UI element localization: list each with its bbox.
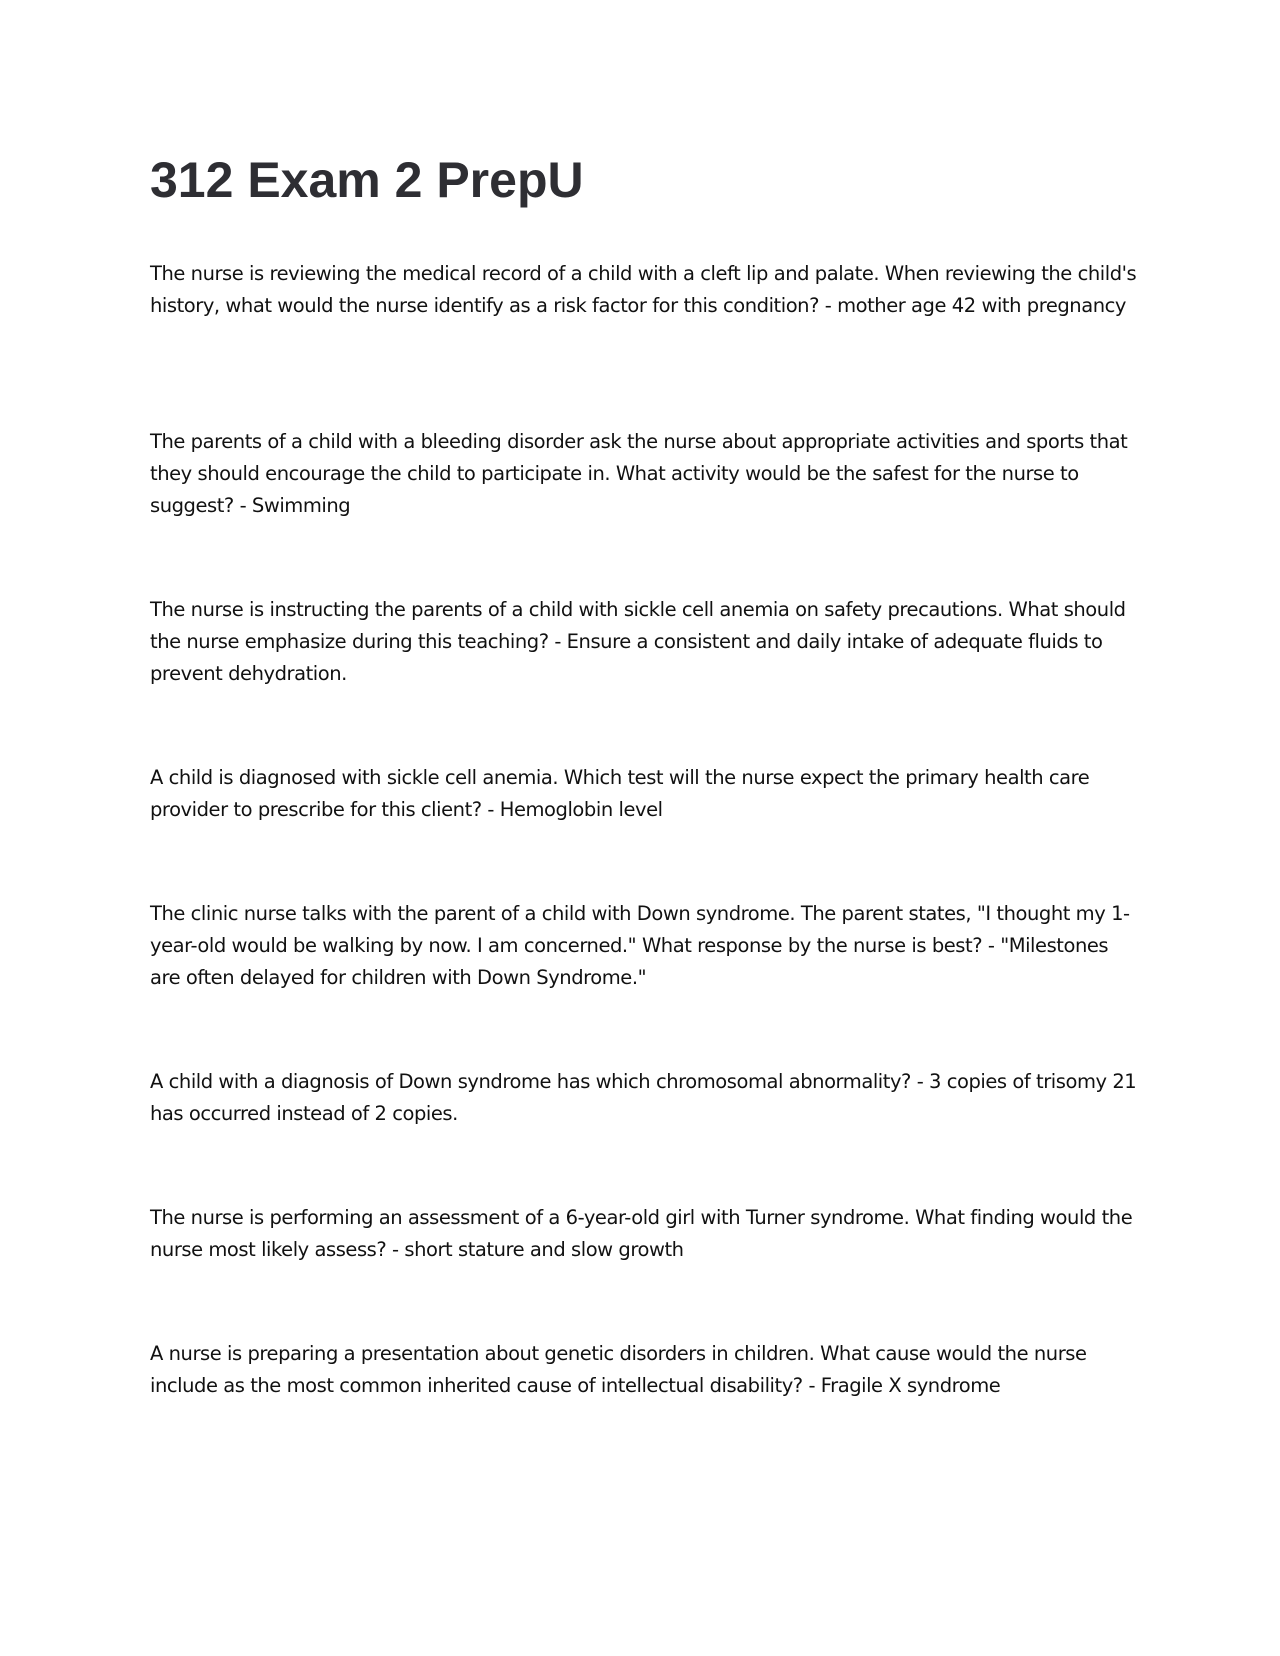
page-title: 312 Exam 2 PrepU (150, 152, 584, 208)
qa-item-7: The nurse is performing an assessment of a 6-year-old girl with Turner syndrome. What finding would the nurse most likely assess? - short stature and slow growth (150, 1206, 1133, 1261)
qa-item-2: The parents of a child with a bleeding disorder ask the nurse about appropriate activities and sports that they should encourage the child to participate in. What activity would be the safest for the nurse to suggest? - Swimming (150, 430, 1128, 517)
qa-item-8: A nurse is preparing a presentation about genetic disorders in children. What cause would the nurse include as the most common inherited cause of intellectual disability? - Fragile X syndrome (150, 1342, 1087, 1397)
qa-item-4: A child is diagnosed with sickle cell anemia. Which test will the nurse expect the primary health care provider to prescribe for this client? - Hemoglobin level (150, 766, 1090, 821)
qa-item-5: The clinic nurse talks with the parent of a child with Down syndrome. The parent states, "I thought my 1-year-old would be walking by now. I am concerned." What response by the nurse is best? - "Milestones are often delayed for children with Down Syndrome." (150, 902, 1130, 989)
qa-item-6: A child with a diagnosis of Down syndrome has which chromosomal abnormality? - 3 copies of trisomy 21 has occurred instead of 2 copies. (150, 1070, 1137, 1125)
qa-item-1: The nurse is reviewing the medical record of a child with a cleft lip and palate. When reviewing the child's history, what would the nurse identify as a risk factor for this condition? - mother age 42 with pregnancy (150, 262, 1137, 317)
qa-item-3: The nurse is instructing the parents of a child with sickle cell anemia on safety precautions. What should the nurse emphasize during this teaching? - Ensure a consistent and daily intake of adequate fluids to prevent dehydration. (150, 598, 1126, 685)
